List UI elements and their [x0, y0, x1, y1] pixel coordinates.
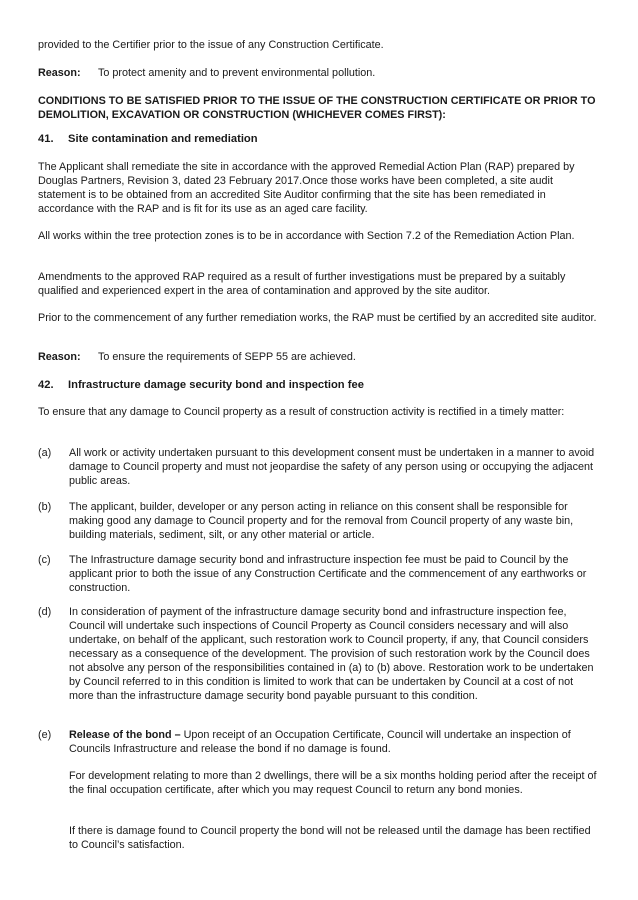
paragraph: All works within the tree protection zones is to be in accordance with Section 7.2 of the Remediation Action Plan.	[38, 230, 575, 242]
item-text	[69, 728, 600, 756]
section-41-heading	[38, 132, 258, 146]
section-number: 41.	[38, 133, 54, 145]
list-item-c	[38, 553, 600, 595]
reason-text: To protect amenity and to prevent environmental pollution.	[98, 67, 376, 79]
list-item-b	[38, 500, 600, 542]
section-42-heading	[38, 378, 364, 392]
reason-label: Reason:	[38, 351, 81, 363]
item-text: In consideration of payment of the infrastructure damage security bond and infrastructure inspection fee, Council will undertake such inspections of Council Property as Council considers necessary and will also undertake, on behalf of the applicant, such restoration work to Council property, if any, that Council considers necessary as a consequence of the development. The provision of such restoration work by the Council does not absolve any person of the responsibilities contained in (a) to (b) above. Restoration work to be undertaken by Council referred to in this condition is limited to work that can be undertaken by Council at a cost of not more than the infrastructure damage security bond payable pursuant to this condition.	[69, 606, 594, 702]
release-bond-text: Upon receipt of an Occupation Certificate, Council will undertake an inspection of Councils Infrastructure and release the bond if no damage is found.	[69, 729, 571, 755]
section-number: 42.	[38, 379, 54, 391]
paragraph: Amendments to the approved RAP required as a result of further investigations must be prepared by a suitably qualified and experienced expert in the area of contamination and approved by the site auditor.	[38, 271, 566, 297]
item-text: The applicant, builder, developer or any person acting in reliance on this consent shall be responsible for making good any damage to Council property and for the removal from Council property of any waste bin, building materials, sediment, silt, or any other material or article.	[69, 501, 574, 541]
item-text: All work or activity undertaken pursuant to this development consent must be undertaken in a manner to avoid damage to Council property and must not jeopardise the safety of any person using or occupying the adjacent public areas.	[69, 447, 595, 487]
list-item-e	[38, 728, 600, 756]
reason-2	[38, 350, 600, 364]
reason-label: Reason:	[38, 67, 81, 79]
section-intro: To ensure that any damage to Council property as a result of construction activity is rectified in a timely matter:	[38, 406, 565, 418]
item-label: (d)	[38, 606, 52, 618]
reason-text: To ensure the requirements of SEPP 55 are achieved.	[98, 351, 356, 363]
sub-paragraph: If there is damage found to Council property the bond will not be released until the damage has been rectified to Council’s satisfaction.	[69, 825, 591, 851]
continuation-text: provided to the Certifier prior to the issue of any Construction Certificate.	[38, 39, 384, 51]
section-title: Site contamination and remediation	[68, 133, 258, 145]
list-item-a	[38, 446, 600, 488]
item-text: The Infrastructure damage security bond and infrastructure inspection fee must be paid to Council by the applicant prior to both the issue of any Construction Certificate and the commencement of any earthworks or construction.	[69, 554, 587, 594]
item-label: (c)	[38, 554, 51, 566]
item-label: (a)	[38, 447, 52, 459]
paragraph: Prior to the commencement of any further remediation works, the RAP must be certified by an accredited site auditor.	[38, 312, 597, 324]
item-label: (e)	[38, 729, 52, 741]
release-bond-label: Release of the bond –	[69, 729, 181, 741]
item-label: (b)	[38, 501, 52, 513]
section-title: Infrastructure damage security bond and inspection fee	[68, 379, 364, 391]
sub-paragraph: For development relating to more than 2 dwellings, there will be a six months holding period after the receipt of the final occupation certificate, after which you may request Council to return any bond monies.	[69, 770, 597, 796]
paragraph: The Applicant shall remediate the site in accordance with the approved Remedial Action Plan (RAP) prepared by Douglas Partners, Revision 3, dated 23 February 2017.Once those works have been completed, a site audit statement is to be obtained from an accredited Site Auditor confirming that the site has been remediated in accordance with the RAP and is fit for its use as an aged care facility.	[38, 161, 575, 215]
list-item-d	[38, 605, 600, 703]
conditions-heading: CONDITIONS TO BE SATISFIED PRIOR TO THE ISSUE OF THE CONSTRUCTION CERTIFICATE OR PRIOR TO DEMOLITION, EXCAVATION OR CONSTRUCTION (WHICHEVER COMES FIRST):	[38, 95, 596, 121]
reason-1	[38, 66, 600, 80]
